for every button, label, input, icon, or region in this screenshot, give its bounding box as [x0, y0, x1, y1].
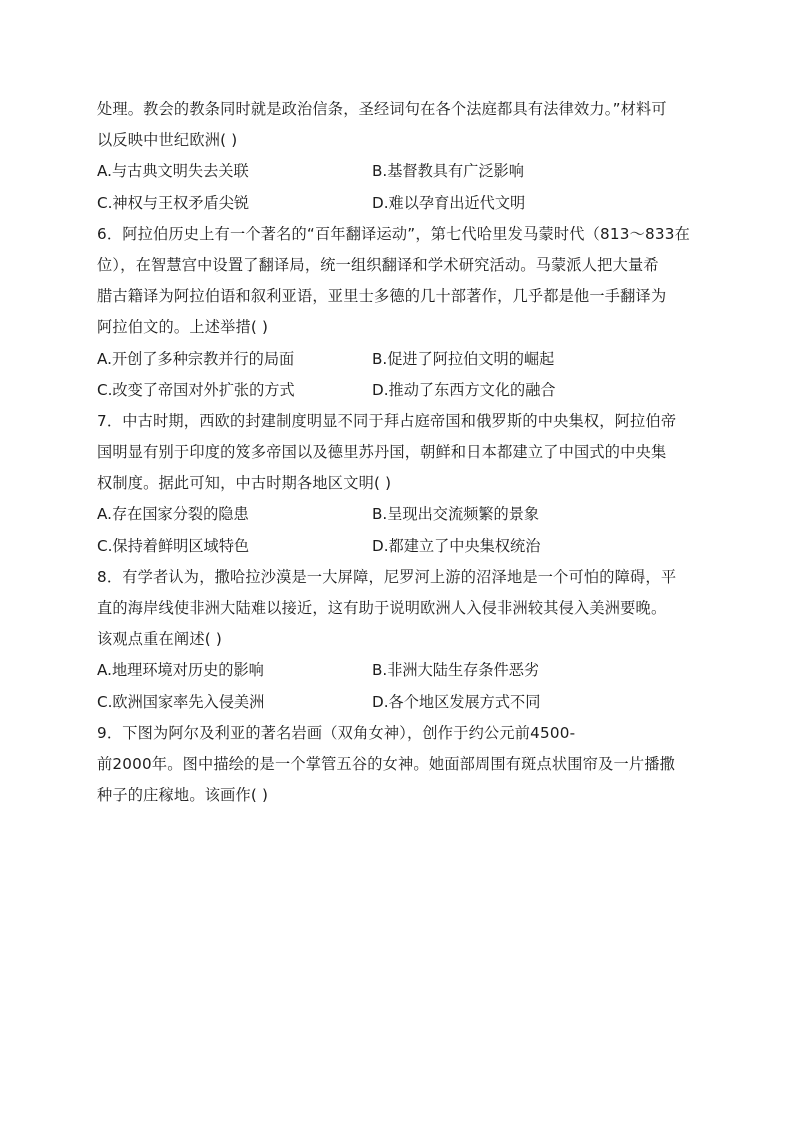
question-8-line-3: 该观点重在阐述( ) — [97, 630, 222, 649]
question-7-line-2: 国明显有别于印度的笈多帝国以及德里苏丹国，朝鲜和日本都建立了中国式的中央集 — [97, 443, 667, 462]
question-6 — [97, 219, 697, 406]
question-7-option-b: B.呈现出交流频繁的景象 — [372, 505, 540, 524]
question-8-options-row-1 — [97, 655, 697, 686]
question-8-option-c: C.欧洲国家率先入侵美洲 — [97, 692, 265, 711]
question-7-line-1: 7．中古时期，西欧的封建制度明显不同于拜占庭帝国和俄罗斯的中央集权，阿拉伯帝 — [97, 411, 677, 430]
question-6-line-1: 6．阿拉伯历史上有一个著名的“百年翻译运动”，第七代哈里发马蒙时代（813～833在 — [97, 224, 690, 243]
question-6-options-row-2 — [97, 375, 697, 406]
question-5-options-row-1 — [97, 156, 697, 187]
question-8-line-1: 8．有学者认为，撒哈拉沙漠是一大屏障，尼罗河上游的沼泽地是一个可怕的障碍，平 — [97, 567, 677, 586]
question-7-line-3: 权制度。据此可知，中古时期各地区文明( ) — [97, 474, 392, 493]
question-8 — [97, 562, 697, 718]
question-8-option-b: B.非洲大陆生存条件恶劣 — [372, 661, 540, 680]
question-8-options-row-2 — [97, 687, 697, 718]
question-5-options-row-2 — [97, 188, 697, 219]
question-7-options-row-1 — [97, 499, 697, 530]
question-6-options-row-1 — [97, 344, 697, 375]
question-7-option-a: A.存在国家分裂的隐患 — [97, 505, 249, 524]
question-5-option-b: B.基督教具有广泛影响 — [372, 162, 524, 181]
question-7-option-c: C.保持着鲜明区域特色 — [97, 536, 250, 555]
question-8-line-2: 直的海岸线使非洲大陆难以接近，这有助于说明欧洲人入侵非洲较其侵入美洲要晚。 — [97, 599, 667, 617]
question-6-option-b: B.促进了阿拉伯文明的崛起 — [372, 349, 555, 368]
question-9-line-3: 种子的庄稼地。该画作( ) — [97, 786, 269, 805]
question-list — [97, 94, 697, 811]
question-6-line-3: 腊古籍译为阿拉伯语和叙利亚语，亚里士多德的几十部著作，几乎都是他一手翻译为 — [97, 287, 667, 306]
question-8-option-a: A.地理环境对历史的影响 — [97, 661, 264, 680]
question-7-options-row-2 — [97, 531, 697, 562]
question-5-option-c: C.神权与王权矛盾尖锐 — [97, 193, 250, 212]
question-9 — [97, 718, 697, 812]
question-6-line-2: 位），在智慧宫中设置了翻译局，统一组织翻译和学术研究活动。马蒙派人把大量希 — [97, 255, 659, 274]
question-6-line-4: 阿拉伯文的。上述举措( ) — [97, 318, 269, 337]
question-7 — [97, 406, 697, 562]
question-5-line-1: 处理。教会的教条同时就是政治信条，圣经词句在各个法庭都具有法律效力。”材料可 — [97, 100, 667, 118]
question-6-option-a: A.开创了多种宗教并行的局面 — [97, 349, 295, 368]
question-9-line-2: 前2000年。图中描绘的是一个掌管五谷的女神。她面部周围有斑点状围帘及一片播撒 — [97, 754, 676, 773]
question-5-option-d: D.难以孕育出近代文明 — [372, 193, 526, 212]
question-9-line-1: 9．下图为阿尔及利亚的著名岩画（双角女神），创作于约公元前4500- — [97, 723, 576, 742]
question-8-option-d: D.各个地区发展方式不同 — [372, 692, 541, 711]
question-6-option-d: D.推动了东西方文化的融合 — [372, 380, 556, 399]
question-5-line-2: 以反映中世纪欧洲( ) — [97, 131, 238, 150]
question-6-option-c: C.改变了帝国对外扩张的方式 — [97, 380, 295, 399]
question-5 — [97, 94, 697, 219]
question-7-option-d: D.都建立了中央集权统治 — [372, 536, 541, 555]
question-5-option-a: A.与古典文明失去关联 — [97, 162, 249, 181]
